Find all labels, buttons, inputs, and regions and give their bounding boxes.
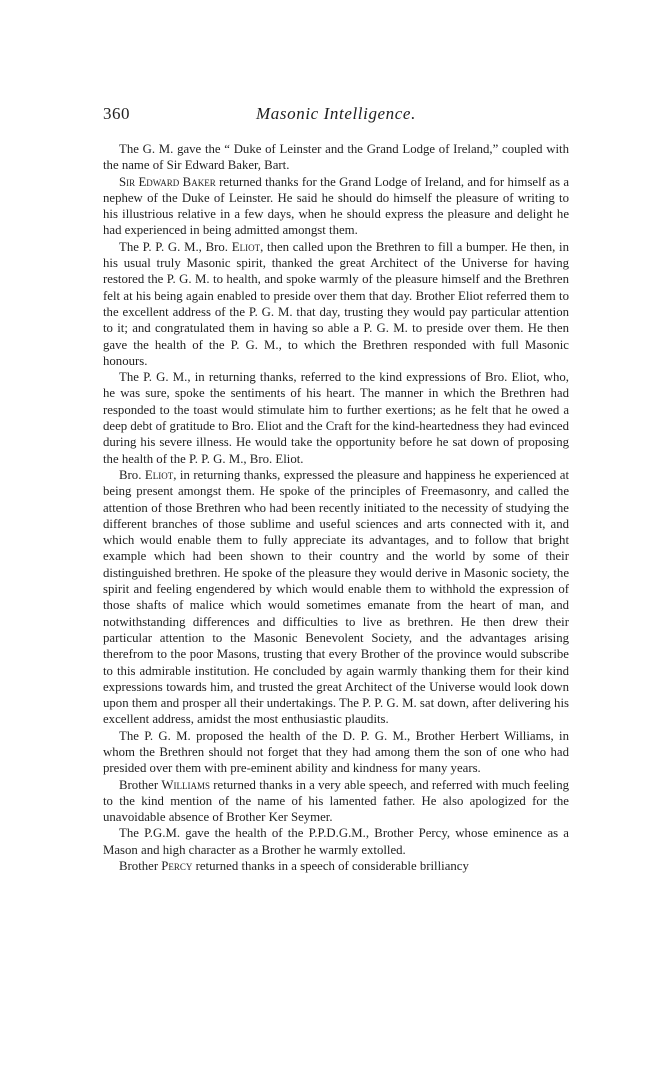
paragraph-percy-reply bbox=[103, 858, 569, 874]
page-number: 360 bbox=[103, 104, 130, 123]
paragraph-dpgm-toast bbox=[103, 728, 569, 777]
paragraph-text: returned thanks for the Grand Lodge of Ireland, and for himself as a nephew of the Duke of Leinster. He said he should do himself the pleasure of writing to his illustrious relative in a few days, when he should express the pleasure and delight he had experienced in being admitted amongst them. bbox=[103, 174, 570, 238]
paragraph-text: , then called upon the Brethren to fill a bumper. He then, in his usual truly Masonic spirit, thanked the great Architect of the Universe for having restored the P. G. M. to health, and spoke warmly of the pleasure himself and the Brethren felt at his being again enabled to preside over them that day. Brother Eliot referred them to the excellent address of the P. G. M. that day, trusting they would pay particular attention to it; and congratulated them in having so able a P. G. M. to preside over them. He then gave the health of the P. G. M., to which the Brethren responded with full Masonic honours. bbox=[103, 239, 570, 368]
paragraph-text: The P. G. M., in returning thanks, referred to the kind expressions of Bro. Eliot, who, he was sure, spoke the sentiments of his heart. The manner in which the Brethren had responded to the toast would stimulate him to further exertions; as he felt that he owed a deep debt of gratitude to Bro. Eliot and the Craft for the kind-heartedness they had evinced during his severe illness. He would take the opportunity before he sat down of proposing the health of the P. P. G. M., Bro. Eliot. bbox=[103, 370, 569, 466]
paragraph-text: The G. M. gave the “ Duke of Leinster and the Grand Lodge of Ireland,” coupled with the name of Sir Edward Baker, Bart. bbox=[103, 142, 569, 173]
paragraph-eliot-reply bbox=[103, 467, 569, 728]
paragraph-lead: The P. P. G. M., Bro. bbox=[119, 239, 232, 254]
paragraph-williams-reply bbox=[103, 777, 569, 826]
paragraph-duke-of-leinster-toast bbox=[103, 141, 569, 174]
paragraph-lead: Brother bbox=[119, 777, 162, 792]
paragraph-lead: Bro. bbox=[119, 467, 145, 482]
running-head bbox=[103, 104, 569, 130]
speaker-name: Eliot bbox=[144, 467, 174, 482]
speaker-name: Sir Edward Baker bbox=[119, 174, 216, 189]
speaker-name: Eliot bbox=[231, 239, 261, 254]
book-page bbox=[103, 104, 569, 874]
paragraph-eliot-bumper-toast bbox=[103, 239, 569, 369]
paragraph-text: , in returning thanks, expressed the pleasure and happiness he experienced at being present amongst them. He spoke of the principles of Freemasonry, and called the attention of those Brethren who had been recently initiated to the necessity of studying the different branches of those sublime and useful sciences and arts connected with it, and which would enable them to fully appreciate its advantages, and to follow that bright example which had been shown to their country and the world by some of their distinguished brethren. He spoke of the pleasure they would derive in Masonic society, the spirit and feeling engendered by which would enable them to withhold the expression of those shafts of malice which would sometimes emanate from the heart of man, and notwithstanding differences and difficulties to live as brethren. He then drew their particular attention to the Masonic Benevolent Society, and the advantages arising therefrom to the poor Masons, trusting that every Brother of the province would subscribe to this admirable institution. He concluded by again warmly thanking them for their kind expressions towards him, and trusted the great Architect of the Universe would look down upon them and prosper all their undertakings. The P. P. G. M. sat down, after delivering his excellent address, amidst the most enthusiastic plaudits. bbox=[103, 467, 570, 727]
speaker-name: Williams bbox=[161, 777, 210, 792]
paragraph-ppdgm-toast bbox=[103, 825, 569, 858]
paragraph-text: The P.G.M. gave the health of the P.P.D.G.M., Brother Percy, whose eminence as a Mason and high character as a Brother he warmly extolled. bbox=[103, 826, 569, 857]
paragraph-text: returned thanks in a very able speech, and referred with much feeling to the kind mention of the name of his lamented father. He also apologized for the unavoidable absence of Brother Ker Seymer. bbox=[103, 777, 570, 825]
paragraph-text: The P. G. M. proposed the health of the D. P. G. M., Brother Herbert Williams, in whom the Brethren should not forget that they had among them the son of one who had presided over them with pre-eminent ability and kindness for many years. bbox=[103, 728, 569, 776]
paragraph-lead: Brother bbox=[119, 859, 162, 874]
paragraph-edward-baker-reply bbox=[103, 174, 569, 239]
body-text bbox=[103, 141, 569, 874]
speaker-name: Percy bbox=[161, 859, 193, 874]
paragraph-pgm-thanks bbox=[103, 369, 569, 467]
running-title: Masonic Intelligence. bbox=[256, 104, 416, 123]
paragraph-text: returned thanks in a speech of considerable brilliancy bbox=[192, 859, 469, 874]
